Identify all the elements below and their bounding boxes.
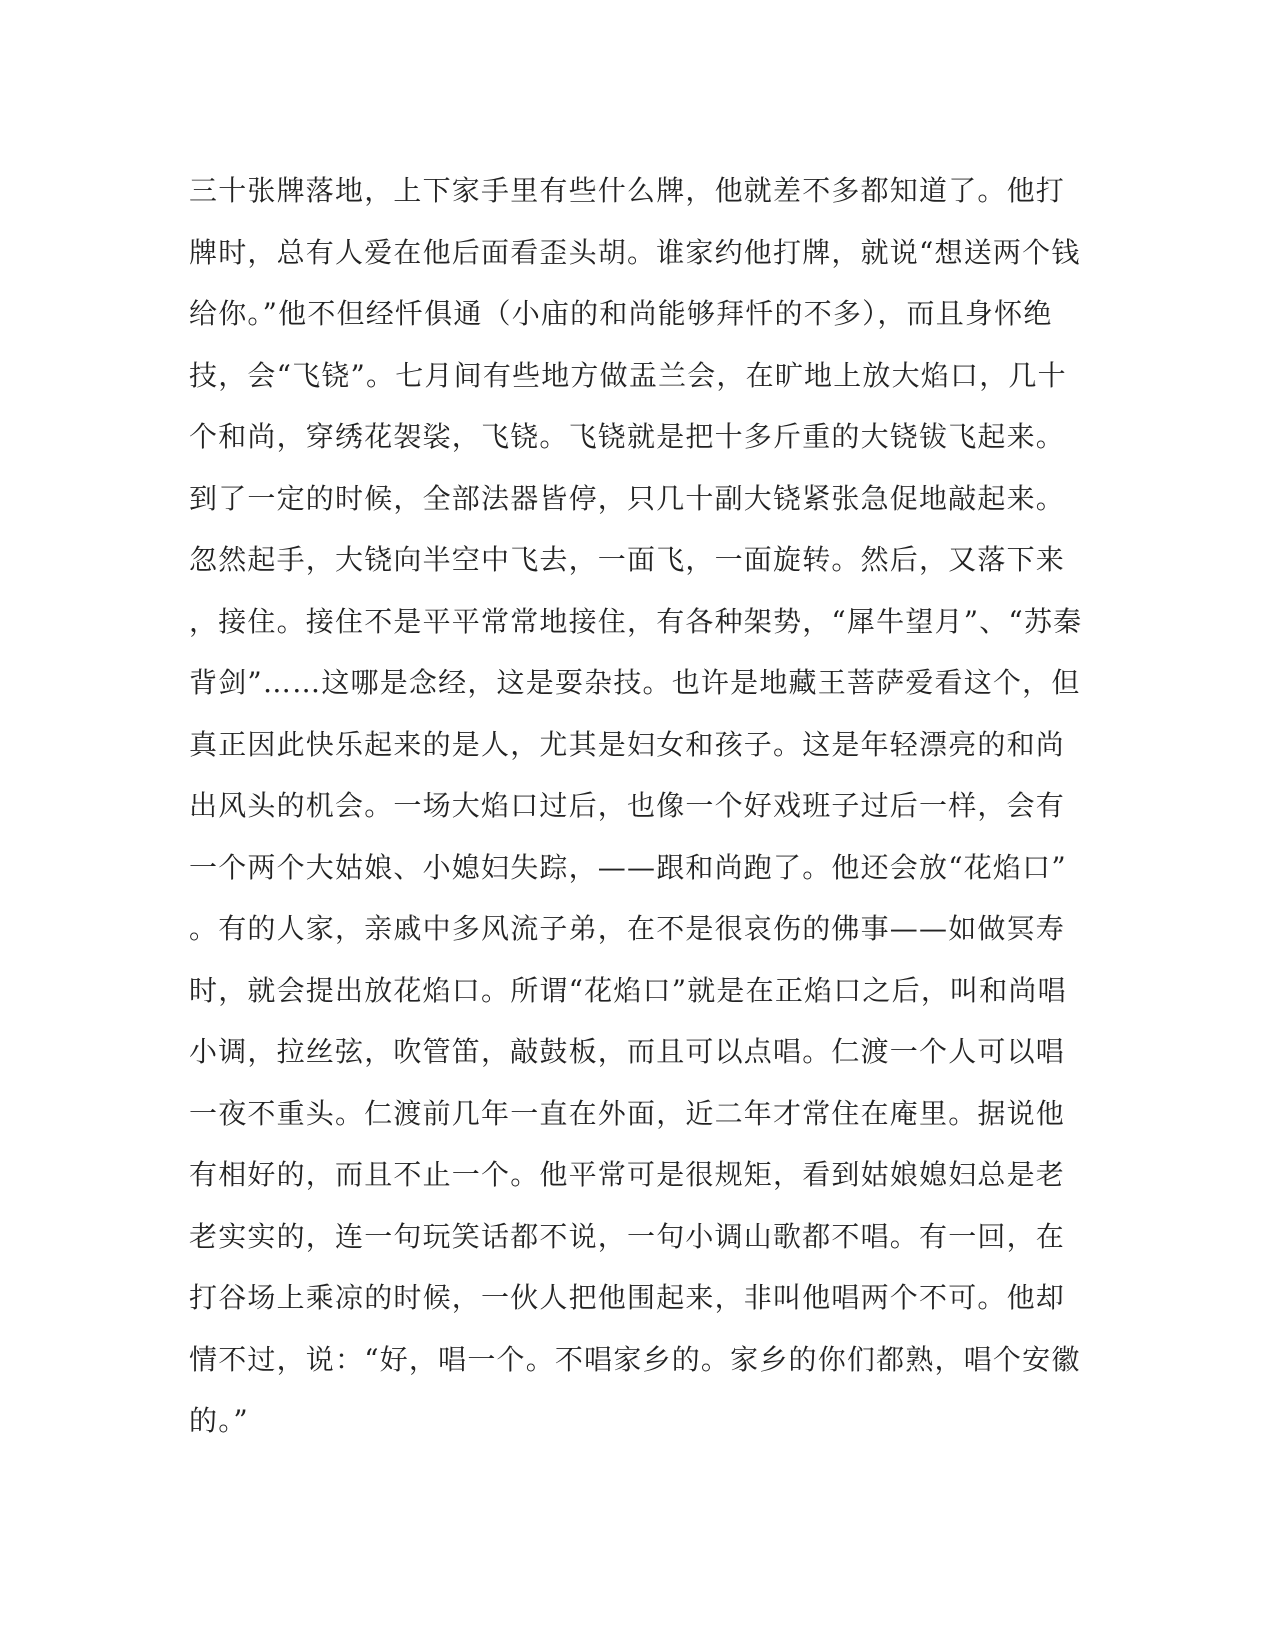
text-line: 。有的人家，亲戚中多风流子弟，在不是很哀伤的佛事——如做冥寿 bbox=[189, 912, 1066, 945]
text-line: 情不过，说：“好，唱一个。不唱家乡的。家乡的你们都熟，唱个安徽 bbox=[189, 1342, 1081, 1376]
text-line: 小调，拉丝弦，吹管笛，敲鼓板，而且可以点唱。仁渡一个人可以唱 bbox=[189, 1035, 1066, 1068]
text-line: 技，会“飞铙”。七月间有些地方做盂兰会，在旷地上放大焰口，几十 bbox=[189, 358, 1067, 392]
text-line: 出风头的机会。一场大焰口过后，也像一个好戏班子过后一样，会有 bbox=[189, 789, 1066, 822]
text-line: 打谷场上乘凉的时候，一伙人把他围起来，非叫他唱两个不可。他却 bbox=[189, 1281, 1066, 1314]
text-line: ，接住。接住不是平平常常地接住，有各种架势，“犀牛望月”、“苏秦 bbox=[189, 604, 1083, 638]
text-line: 背剑”……这哪是念经，这是耍杂技。也许是地藏王菩萨爱看这个，但 bbox=[189, 666, 1081, 699]
text-line: 给你。”他不但经忏俱通（小庙的和尚能够拜忏的不多），而且身怀绝 bbox=[189, 297, 1053, 330]
text-line: 到了一定的时候，全部法器皆停，只几十副大铙紧张急促地敲起来。 bbox=[189, 481, 1066, 515]
text-line: 真正因此快乐起来的是人，尤其是妇女和孩子。这是年轻漂亮的和尚 bbox=[189, 727, 1066, 761]
text-line: 三十张牌落地，上下家手里有些什么牌，他就差不多都知道了。他打 bbox=[189, 174, 1066, 207]
text-line: 有相好的，而且不止一个。他平常可是很规矩，看到姑娘媳妇总是老 bbox=[189, 1158, 1066, 1191]
text-line: 时，就会提出放花焰口。所谓“花焰口”就是在正焰口之后，叫和尚唱 bbox=[189, 973, 1067, 1007]
text-line: 忽然起手，大铙向半空中飞去，一面飞，一面旋转。然后，又落下来 bbox=[189, 543, 1066, 576]
text-line: 一夜不重头。仁渡前几年一直在外面，近二年才常住在庵里。据说他 bbox=[189, 1096, 1066, 1130]
text-line: 个和尚，穿绣花袈裟，飞铙。飞铙就是把十多斤重的大铙钹飞起来。 bbox=[189, 420, 1066, 453]
text-line: 的。” bbox=[189, 1404, 249, 1437]
text-line: 一个两个大姑娘、小媳妇失踪，——跟和尚跑了。他还会放“花焰口” bbox=[189, 850, 1067, 884]
text-line: 老实实的，连一句玩笑话都不说，一句小调山歌都不唱。有一回，在 bbox=[189, 1219, 1066, 1253]
text-line: 牌时，总有人爱在他后面看歪头胡。谁家约他打牌，就说“想送两个钱 bbox=[189, 235, 1081, 269]
body-text bbox=[189, 160, 1089, 1452]
